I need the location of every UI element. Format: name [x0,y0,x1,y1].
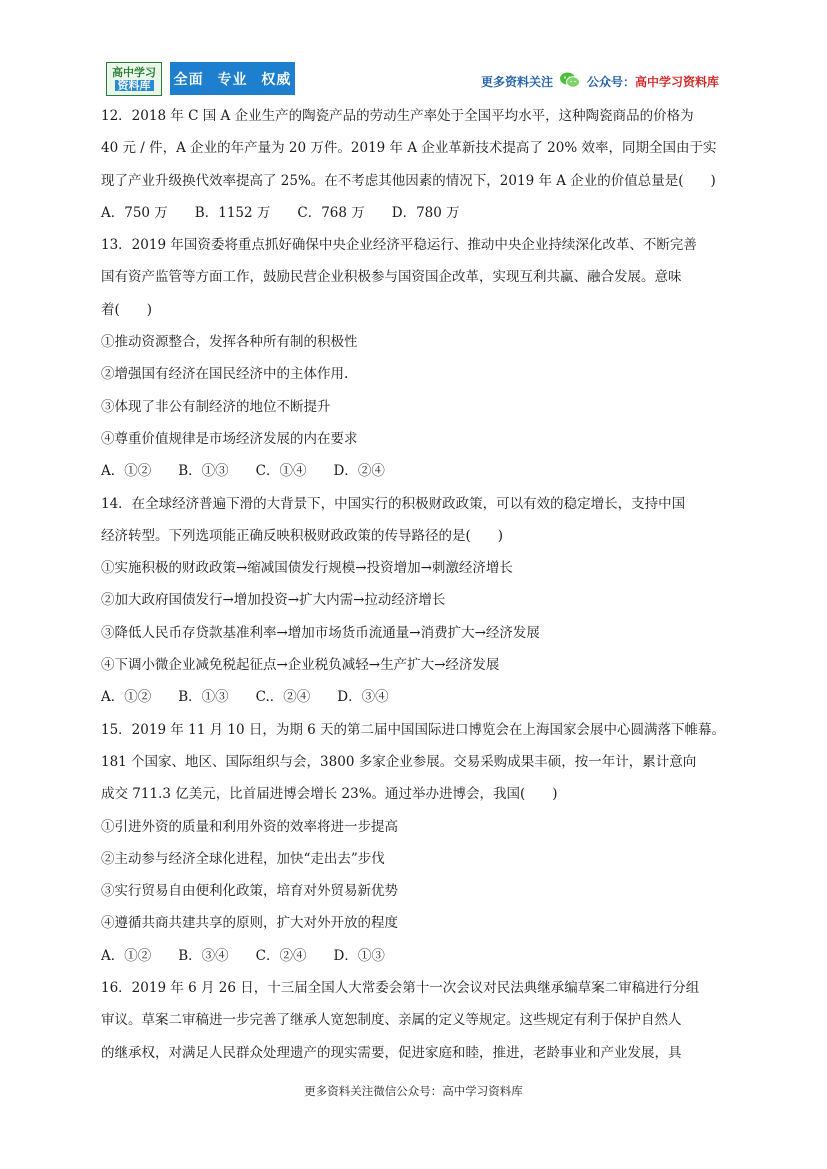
statement-item: ④下调小微企业减免税起征点→企业税负减轻→生产扩大→经济发展 [101,657,500,674]
text-line: 的继承权，对满足人民群众处理遗产的现实需要，促进家庭和睦，推进，老龄事业和产业发展，具 [101,1044,682,1061]
follow-text: 更多资料关注 [481,74,554,89]
answer-options: A．①② B．③④ C．②④ D．①③ [101,947,385,964]
statement-item: ④尊重价值规律是市场经济发展的内在要求 [101,430,358,447]
answer-options: A．①② B．①③ C.．②④ D．③④ [101,689,389,706]
official-account-label: 公众号： [587,74,636,89]
text-line: 12．2018 年 C 国 A 企业生产的陶瓷产品的劳动生产率处于全国平均水平，这种陶瓷商品的价格为 [101,108,694,124]
question-body [101,100,731,1069]
text-line: 14．在全球经济普遍下滑的大背景下，中国实行的积极财政政策，可以有效的稳定增长，支持中国 [101,495,686,512]
statement-item: ③降低人民币存贷款基准利率→增加市场货币流通量→消费扩大→经济发展 [101,624,540,641]
text-line: 40 元 / 件，A 企业的年产量为 20 万件。2019 年 A 企业革新技术提高了 20% 效率，同期全国由于实 [101,140,717,157]
statement-item: ④遵循共商共建共享的原则，扩大对外开放的程度 [101,915,398,932]
logo [106,62,162,96]
follow-notice [481,71,719,91]
text-line: 181 个国家、地区、国际组织与会，3800 多家企业参展。交易采购成果丰硕，按一年计，累计意向 [101,753,697,770]
text-line: 审议。草案二审稿进一步完善了继承人宽恕制度、亲属的定义等规定。这些规定有利于保护自然人 [101,1012,682,1029]
logo-line1: 高中学习 [112,65,156,79]
statement-item: ①引进外资的质量和利用外资的效率将进一步提高 [101,818,398,835]
logo-line2: 资料库 [115,80,154,92]
statement-item: ②主动参与经济全球化进程，加快“走出去”步伐 [101,850,385,867]
answer-options: A．750 万 B．1152 万 C．768 万 D．780 万 [101,204,460,221]
text-line: 经济转型。下列选项能正确反映积极财政政策的传导路径的是( ) [101,527,504,544]
official-account-name: 高中学习资料库 [635,74,720,89]
text-line: 成交 711.3 亿美元，比首届进博会增长 23%。通过举办进博会，我国( ) [101,786,558,803]
text-line: 16．2019 年 6 月 26 日，十三届全国人大常委会第十一次会议对民法典继承编草案二审稿进行分组 [101,980,700,997]
statement-item: ③实行贸易自由便利化政策，培育对外贸易新优势 [101,883,398,900]
statement-item: ③体现了非公有制经济的地位不断提升 [101,398,331,415]
statement-item: ②加大政府国债发行→增加投资→扩大内需→拉动经济增长 [101,592,446,609]
text-line: 现了产业升级换代效率提高了 25%。在不考虑其他因素的情况下，2019 年 A 企业的价值总量是( ) [101,172,716,189]
page-footer: 更多资料关注微信公众号：高中学习资料库 [304,1084,523,1098]
page-header [0,0,827,100]
answer-options: A．①② B．①③ C．①④ D．②④ [101,463,385,480]
statement-item: ①实施积极的财政政策→缩减国债发行规模→投资增加→刺激经济增长 [101,560,513,577]
text-line: 13．2019 年国资委将重点抓好确保中央企业经济平稳运行、推动中央企业持续深化改革、不断完善 [101,237,697,254]
wechat-icon [559,71,581,92]
text-line: 15．2019 年 11 月 10 日，为期 6 天的第二届中国国际进口博览会在上海国家会展中心圆满落下帷幕。 [101,721,726,738]
text-line: 国有资产监管等方面工作，鼓励民营企业积极参与国资国企改革，实现互利共赢、融合发展。意味 [101,269,682,286]
text-line: 着( ) [101,301,153,318]
statement-item: ①推动资源整合，发挥各种所有制的积极性 [101,334,358,351]
slogan-banner: 全面 专业 权威 [170,62,295,95]
statement-item: ②增强国有经济在国民经济中的主体作用. [101,366,349,383]
